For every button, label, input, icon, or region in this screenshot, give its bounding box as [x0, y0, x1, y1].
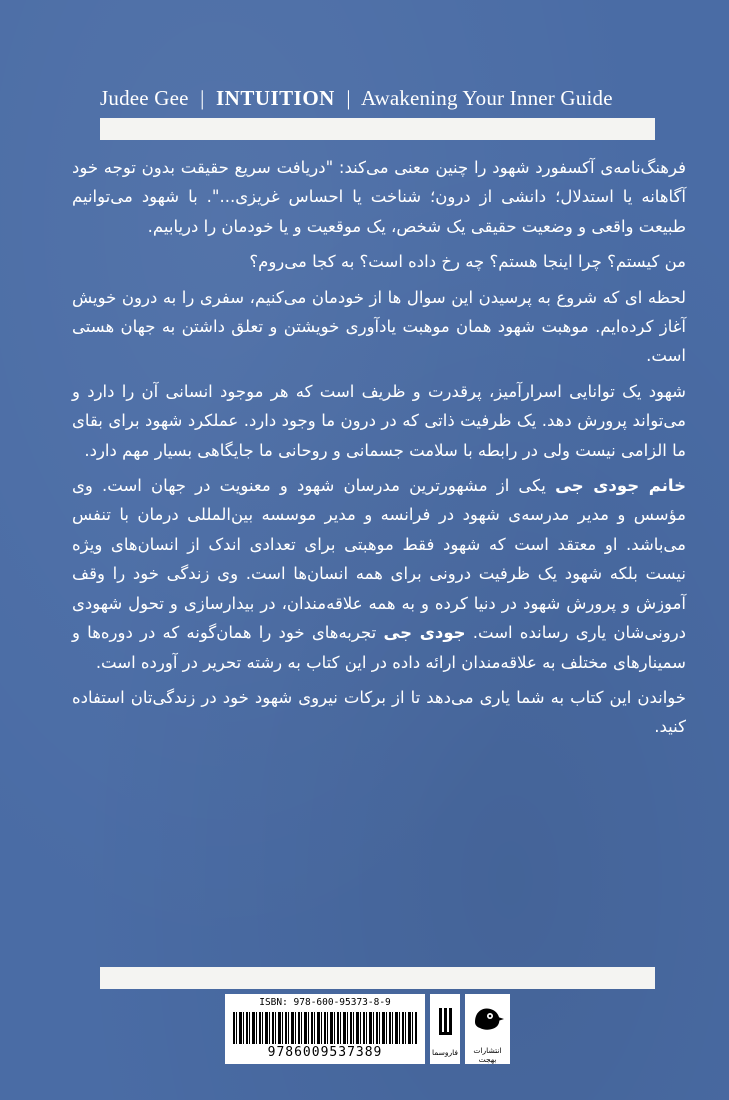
paragraph-5-body: یکی از مشهورترین مدرسان شهود و معنویت در جهان است. وی مؤسس و مدیر مدرسه‌ی شهود در فرانسه و مدیر موسسه بین‌المللی درمان با تنفس می‌باشد. او معتقد است که شهود فقط موهبتی برای تعدادی اندک از انسان‌های ویژه نیست بلکه شهود یک ظرفیت درونی برای همه انسان‌ها است. وی زندگی خود را وقف آموزش و پرورش شهود در دنیا کرده و به همه علاقه‌مندان، در بیدارسازی و تحول شهودی درونی‌شان یاری رسانده است. — [72, 476, 687, 643]
paragraph-1: فرهنگ‌نامه‌ی آکسفورد شهود را چنین معنی می‌کند: "دریافت سریع حقیقت بدون توجه خود آگاهانه یا استدلال؛ دانشی از درون؛ شناخت یا احساس غریزی...". با شهود می‌توانیم طبیعت واقعی و وضعیت حقیقی یک شخص، یک موقعیت و یا خودمان را دریابیم. — [72, 158, 686, 236]
barcode-number: 9786009537389 — [267, 1045, 383, 1060]
imprint-label: فاروسما — [431, 1048, 459, 1057]
bird-icon — [465, 994, 510, 1044]
top-band — [100, 118, 655, 140]
bottom-logos — [225, 994, 510, 1064]
paragraph-5-end: تجربه‌های خود را همان‌گونه که در دوره‌ها و سمینارهای مختلف به علاقه‌مندان ارائه داده در این کتاب به رشته تحریر در آورده است. — [72, 623, 686, 672]
barcode-bars — [233, 1012, 417, 1044]
header-separator: | — [200, 86, 205, 110]
bottom-band — [100, 967, 655, 989]
author-name: Judee Gee — [100, 86, 189, 110]
paragraph-3: لحظه ای که شروع به پرسیدن این سوال ها از خودمان می‌کنیم، سفری را به درون خویش آغاز کرده‌ایم. موهبت شهود همان موهبت یادآوری خویشتن و تعلق داشتن به جهان هستی است. — [72, 287, 686, 366]
paragraph-2: من کیستم؟ چرا اینجا هستم؟ چه رخ داده است؟ به کجا می‌روم؟ — [249, 252, 686, 272]
publisher-label: انتشارات بهجت — [473, 1046, 502, 1064]
author-persian-name-2: جودی جی — [383, 623, 466, 643]
header-separator-2: | — [346, 86, 351, 110]
barcode — [225, 994, 425, 1064]
author-persian-name: خانم جودی جی — [555, 476, 687, 496]
isbn-label: ISBN: 978-600-95373-8-9 — [259, 997, 391, 1008]
book-title: INTUITION — [215, 86, 335, 110]
paragraph-6: خواندن این کتاب به شما یاری می‌دهد تا از برکات نیروی شهود خود در زندگی‌تان استفاده کنید. — [72, 687, 686, 737]
book-subtitle: Awakening Your Inner Guide — [361, 86, 613, 110]
blurb-text — [72, 153, 686, 748]
header-line — [100, 86, 655, 111]
paragraph-5 — [72, 471, 686, 677]
publisher-logo — [465, 994, 510, 1064]
paragraph-4: شهود یک توانایی اسرارآمیز، پرقدرت و ظریف است که هر موجود انسانی آن را دارد و می‌تواند پرورش دهد. یک ظرفیت ذاتی که در درون ما وجود دارد. عملکرد شهود برای بقای ما الزامی نیست ولی در رابطه با سلامت جسمانی و روحانی ما جایگاهی بسیار مهم دارد. — [72, 381, 686, 460]
imprint-logo — [430, 994, 460, 1064]
